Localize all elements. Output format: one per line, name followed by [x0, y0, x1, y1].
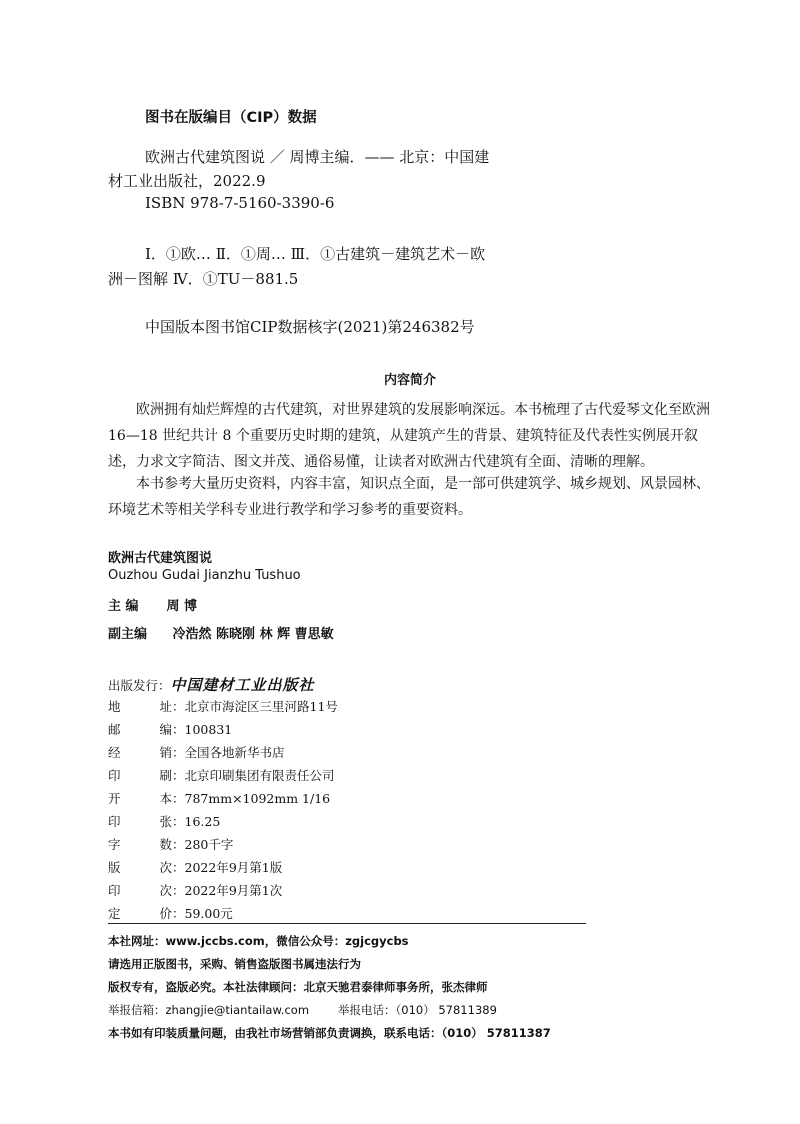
editor-label: 主 编	[108, 599, 139, 614]
detail-label: 字 数	[108, 837, 172, 852]
detail-colon: ：	[172, 791, 185, 806]
publishing-detail-row	[108, 858, 282, 876]
deputy-editor-names: 冷浩然 陈晓刚 林 辉 曹思敏	[172, 627, 334, 642]
cip-bibliographic-line-1: 欧洲古代建筑图说 ／ 周博主编．—— 北京：中国建	[145, 148, 490, 166]
detail-label: 邮 编	[108, 722, 172, 737]
publishing-detail-row	[108, 766, 335, 784]
publisher-logo: 中国建材工业出版社	[170, 676, 315, 694]
detail-value: 2022年9月第1次	[184, 883, 283, 898]
cip-header: 图书在版编目（CIP）数据	[145, 110, 317, 126]
intro-title: 内容简介	[384, 373, 437, 388]
footer-copyright: 版权专有，盗版必究。本社法律顾问：北京天驰君泰律师事务所，张杰律师	[108, 980, 488, 994]
editor-name: 周 博	[166, 599, 198, 614]
publishing-detail-row	[108, 789, 330, 807]
publishing-detail-row	[108, 904, 233, 922]
detail-colon: ：	[172, 837, 185, 852]
detail-value: 59.00元	[184, 906, 233, 921]
detail-value: 16.25	[184, 814, 221, 829]
detail-label: 版 次	[108, 860, 172, 875]
detail-value: 2022年9月第1版	[184, 860, 283, 875]
detail-value: 787mm×1092mm 1/16	[184, 791, 331, 806]
cip-isbn: ISBN 978-7-5160-3390-6	[145, 194, 335, 212]
footer-report-phone: 举报电话：（010） 57811389	[338, 1003, 497, 1017]
detail-value: 北京印刷集团有限责任公司	[184, 768, 335, 783]
publishing-detail-row	[108, 743, 285, 761]
detail-colon: ：	[172, 722, 185, 737]
cip-record-number: 中国版本图书馆CIP数据核字(2021)第246382号	[145, 318, 475, 336]
detail-value: 全国各地新华书店	[184, 745, 285, 760]
publisher-label: 出版发行：	[108, 678, 171, 693]
cip-bibliographic-line-2: 材工业出版社，2022.9	[108, 172, 266, 190]
publishing-detail-row	[108, 881, 282, 899]
detail-colon: ：	[172, 906, 185, 921]
detail-label: 经 销	[108, 745, 172, 760]
publisher-row	[108, 674, 315, 695]
publishing-detail-row	[108, 697, 338, 715]
detail-colon: ：	[172, 883, 185, 898]
detail-colon: ：	[172, 699, 185, 714]
detail-label: 印 次	[108, 883, 172, 898]
detail-colon: ：	[172, 745, 185, 760]
detail-colon: ：	[172, 860, 185, 875]
detail-label: 地 址	[108, 699, 172, 714]
deputy-editor-row	[108, 623, 334, 642]
detail-colon: ：	[172, 814, 185, 829]
editor-row	[108, 595, 197, 614]
publishing-detail-row	[108, 720, 232, 738]
publishing-detail-row	[108, 812, 220, 830]
detail-label: 开 本	[108, 791, 172, 806]
intro-paragraph-2: 本书参考大量历史资料，内容丰富，知识点全面，是一部可供建筑学、城乡规划、风景园林、环境艺术等相关学科专业进行教学和学习参考的重要资料。	[108, 476, 710, 518]
detail-value: 280千字	[184, 837, 234, 852]
detail-label: 印 刷	[108, 768, 172, 783]
footer-piracy-notice: 请选用正版图书，采购、销售盗版图书属违法行为	[108, 957, 361, 971]
detail-label: 印 张	[108, 814, 172, 829]
footer-report-email: 举报信箱：zhangjie@tiantailaw.com	[108, 1003, 310, 1017]
intro-paragraph-1: 欧洲拥有灿烂辉煌的古代建筑，对世界建筑的发展影响深远。本书梳理了古代爱琴文化至欧洲 16—18 世纪共计 8 个重要历史时期的建筑，从建筑产生的背景、建筑特征及代表性实例展开叙述，力求文字简洁、图文并茂、通俗易懂，让读者对欧洲古代建筑有全面、清晰的理解。	[108, 402, 710, 470]
footer-website: 本社网址：www.jccbs.com，微信公众号：zgjcgycbs	[108, 934, 409, 948]
publishing-detail-row	[108, 835, 233, 853]
detail-value: 北京市海淀区三里河路11号	[184, 699, 338, 714]
cip-classification-line-2: 洲－图解 Ⅳ．①TU－881.5	[108, 270, 299, 288]
book-title-cn: 欧洲古代建筑图说	[108, 551, 213, 566]
detail-label: 定 价	[108, 906, 172, 921]
footer-divider	[108, 923, 586, 924]
detail-colon: ：	[172, 768, 185, 783]
deputy-editor-label: 副主编	[108, 627, 148, 642]
book-title-pinyin: Ouzhou Gudai Jianzhu Tushuo	[108, 568, 301, 583]
cip-classification-line-1: Ⅰ．①欧… Ⅱ．①周… Ⅲ．①古建筑－建筑艺术－欧	[145, 245, 486, 263]
detail-value: 100831	[184, 722, 233, 737]
footer-quality-contact: 本书如有印装质量问题，由我社市场营销部负责调换，联系电话：（010） 57811387	[108, 1026, 551, 1040]
